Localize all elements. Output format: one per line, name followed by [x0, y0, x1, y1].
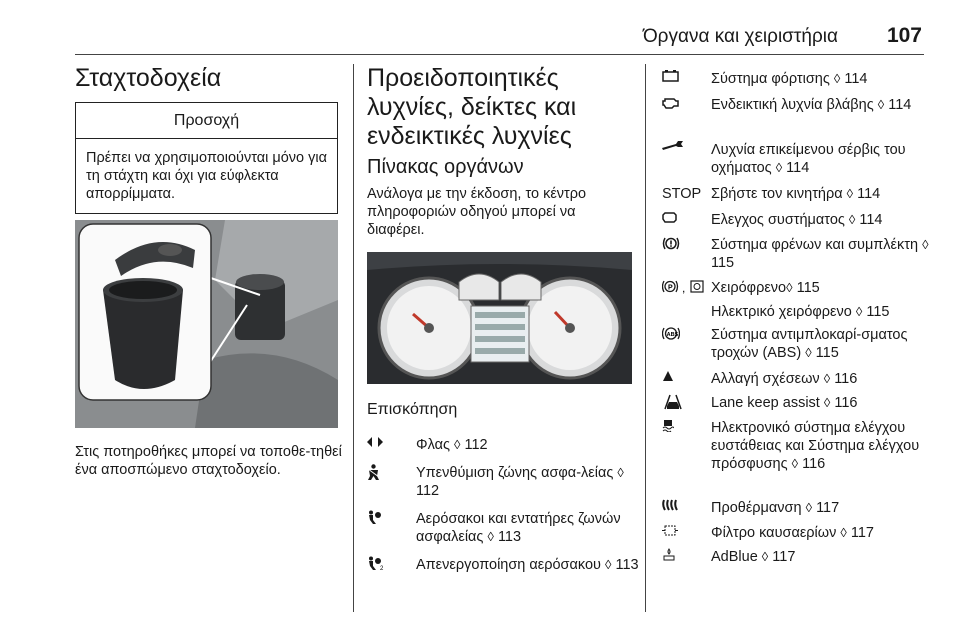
- warnings-title: Προειδοποιητικές λυχνίες, δείκτες και ενδεικτικές λυχνίες: [367, 64, 577, 150]
- list-item: [662, 236, 952, 274]
- ashtrays-title: Σταχτοδοχεία: [75, 64, 222, 92]
- page-ref-arrow: ◊: [786, 280, 793, 295]
- svg-text:P: P: [668, 284, 673, 292]
- page-ref[interactable]: 114: [786, 160, 810, 176]
- page-ref[interactable]: 114: [888, 97, 912, 113]
- particle-filter-icon: [662, 524, 702, 537]
- seatbelt-icon: [367, 464, 407, 480]
- page-ref[interactable]: 114: [859, 212, 883, 228]
- list-item: [662, 548, 952, 568]
- page-ref-arrow: ◊: [805, 345, 812, 360]
- item-text: Υπενθύμιση ζώνης ασφα-λείας: [416, 465, 614, 481]
- page-ref-arrow: ◊: [761, 549, 769, 564]
- list-item: [662, 370, 952, 390]
- item-text: Σύστημα φόρτισης: [711, 71, 830, 87]
- instrument-panel-intro: Ανάλογα με την έκδοση, το κέντρο πληροφοριών οδηγού μπορεί να διαφέρει.: [367, 186, 587, 238]
- list-item: [367, 464, 647, 502]
- item-text: Αλλαγή σχέσεων: [711, 371, 820, 387]
- overview-heading: Επισκόπηση: [367, 401, 458, 418]
- item-text: Προθέρμανση: [711, 500, 802, 516]
- page-ref[interactable]: 113: [615, 557, 639, 573]
- page-ref-arrow: ◊: [487, 529, 494, 544]
- page-ref-arrow: ◊: [605, 557, 612, 572]
- page-ref-arrow: ◊: [855, 304, 863, 319]
- page-ref[interactable]: 113: [497, 529, 522, 545]
- item-text: Φλας: [416, 437, 450, 453]
- page-ref-arrow: ◊: [791, 456, 799, 471]
- item-text: Σβήστε τον κινητήρα: [711, 186, 843, 202]
- icon-separator: ,: [682, 281, 686, 294]
- item-text: AdBlue: [711, 549, 758, 565]
- page-ref-arrow: ◊: [833, 71, 841, 86]
- instrument-cluster-image: [367, 252, 632, 384]
- column-divider: [353, 64, 354, 612]
- list-item: [662, 211, 952, 231]
- page-ref-arrow: ◊: [846, 186, 854, 201]
- item-text: Ηλεκτρονικό σύστημα ελέγχου ευστάθειας και Σύστημα ελέγχου πρόσφυσης: [711, 420, 920, 472]
- list-item: [662, 326, 952, 364]
- item-text: Σύστημα αντιμπλοκαρί-σματος τροχών (ABS): [711, 327, 908, 361]
- airbag-off-icon: [367, 556, 407, 570]
- svg-text:2: 2: [380, 566, 384, 570]
- page-ref[interactable]: 117: [816, 500, 840, 516]
- battery-icon: [662, 70, 702, 82]
- page-header: [0, 0, 960, 56]
- page-ref-arrow: ◊: [823, 395, 831, 410]
- lane-keep-icon: [662, 394, 702, 410]
- caution-box: [75, 102, 338, 214]
- list-item: [662, 394, 952, 414]
- ashtray-caption: Στις ποτηροθήκες μπορεί να τοποθε-τηθεί ένα αποσπώμενο σταχτοδοχείο.: [75, 444, 342, 478]
- item-text: Σύστημα φρένων και συμπλέκτη: [711, 237, 919, 253]
- svg-text:ABS: ABS: [666, 332, 679, 338]
- page-ref[interactable]: 112: [416, 483, 440, 499]
- stop-label: STOP: [662, 186, 702, 202]
- item-text: Αερόσακοι και εντατήρες ζωνών ασφαλείας: [416, 511, 621, 545]
- page-ref[interactable]: 115: [796, 280, 820, 296]
- adblue-icon: [662, 548, 702, 561]
- page-ref-arrow: ◊: [805, 500, 813, 515]
- list-item: [367, 436, 647, 456]
- engine-check-icon: [662, 96, 702, 109]
- item-text: Λυχνία επικείμενου σέρβις του οχήματος: [711, 142, 906, 176]
- page-ref[interactable]: 117: [772, 549, 796, 565]
- page-ref[interactable]: 117: [850, 525, 874, 541]
- list-item: [662, 279, 952, 299]
- header-rule: [75, 54, 924, 55]
- page-ref[interactable]: 115: [711, 255, 735, 271]
- page-ref[interactable]: 116: [834, 371, 858, 387]
- turn-signal-icon: [367, 436, 407, 448]
- page-number: 107: [886, 24, 922, 47]
- brake-system-icon: [662, 236, 702, 251]
- item-text: Ελεγχος συστήματος: [711, 212, 845, 228]
- list-item: [662, 499, 952, 519]
- page-ref[interactable]: 115: [815, 345, 839, 361]
- parking-brake-icon: [662, 279, 710, 294]
- caution-title: Προσοχή: [76, 103, 337, 139]
- list-item: [662, 524, 952, 544]
- page-ref-arrow: ◊: [848, 212, 856, 227]
- page-ref[interactable]: 114: [857, 186, 881, 202]
- ashtray-photo: [75, 220, 338, 428]
- page-ref[interactable]: 116: [802, 456, 826, 472]
- wrench-icon: [662, 141, 702, 151]
- page-ref[interactable]: 115: [866, 304, 890, 320]
- list-item: [662, 96, 952, 134]
- page-ref-arrow: ◊: [823, 371, 831, 386]
- list-item: [367, 556, 647, 594]
- preheat-icon: [662, 499, 702, 511]
- item-text: Ηλεκτρικό χειρόφρενο: [711, 304, 852, 320]
- item-text: Lane keep assist: [711, 395, 820, 411]
- item-text: Ενδεικτική λυχνία βλάβης: [711, 97, 874, 113]
- list-item: [367, 510, 647, 548]
- page-ref[interactable]: 112: [464, 437, 488, 453]
- item-text: Χειρόφρενο: [711, 280, 787, 296]
- stability-icon: [662, 419, 702, 432]
- page-ref-arrow: ◊: [922, 237, 929, 252]
- list-item: [662, 70, 952, 90]
- page-ref-arrow: ◊: [840, 525, 847, 540]
- list-item: [662, 303, 952, 323]
- list-item: [662, 141, 952, 179]
- chapter-title: Όργανα και χειριστήρια: [642, 26, 838, 47]
- system-check-icon: [662, 211, 702, 223]
- page-ref[interactable]: 114: [844, 71, 868, 87]
- airbag-icon: [367, 510, 407, 524]
- instrument-panel-subtitle: Πίνακας οργάνων: [367, 156, 524, 178]
- abs-icon: [662, 326, 702, 341]
- shift-up-icon: [662, 370, 702, 382]
- page-ref-arrow: ◊: [775, 160, 783, 175]
- list-item: [662, 419, 952, 493]
- caution-text: Πρέπει να χρησιμοποιούνται μόνο για τη στάχτη και όχι για εύφλεκτα απορρίμματα.: [86, 150, 327, 202]
- page-ref-arrow: ◊: [617, 465, 624, 480]
- page-ref-arrow: ◊: [454, 437, 461, 452]
- page-ref-arrow: ◊: [877, 97, 885, 112]
- item-text: Απενεργοποίηση αερόσακου: [416, 557, 601, 573]
- page-ref[interactable]: 116: [834, 395, 858, 411]
- item-text: Φίλτρο καυσαερίων: [711, 525, 837, 541]
- list-item: [662, 185, 952, 205]
